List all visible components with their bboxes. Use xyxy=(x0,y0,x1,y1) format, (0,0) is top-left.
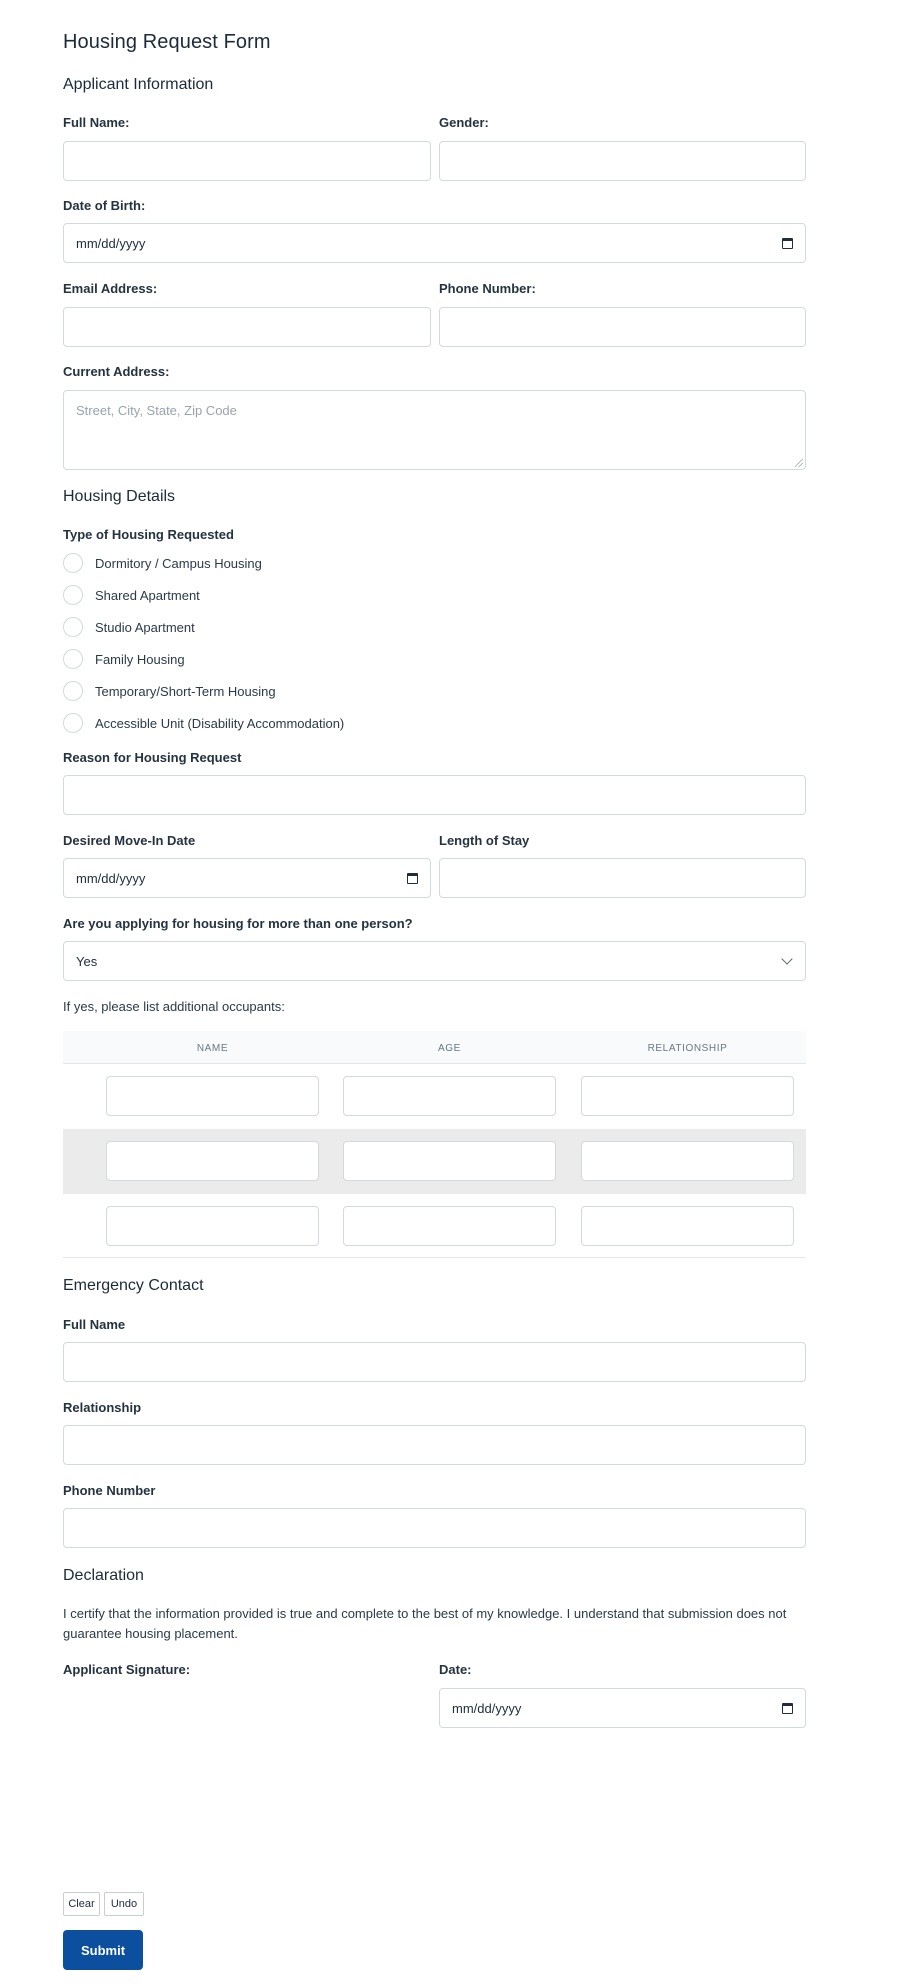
calendar-icon[interactable] xyxy=(407,873,418,884)
submit-button[interactable]: Submit xyxy=(63,1930,143,1970)
calendar-icon[interactable] xyxy=(782,1703,793,1714)
occupants-note: If yes, please list additional occupants: xyxy=(63,999,285,1014)
radio-button[interactable] xyxy=(63,713,83,733)
occupant-age-input[interactable] xyxy=(343,1141,556,1181)
calendar-icon[interactable] xyxy=(782,238,793,249)
reason-input[interactable] xyxy=(63,775,806,815)
dob-placeholder: mm/dd/yyyy xyxy=(76,235,146,251)
radio-option-family-housing[interactable] xyxy=(63,649,185,669)
gender-label: Gender: xyxy=(439,115,489,130)
address-placeholder: Street, City, State, Zip Code xyxy=(76,403,237,418)
dob-input[interactable] xyxy=(63,223,806,263)
chevron-down-icon xyxy=(781,953,792,964)
occupant-age-input[interactable] xyxy=(343,1206,556,1246)
address-textarea[interactable] xyxy=(63,390,806,470)
page-title: Housing Request Form xyxy=(63,31,271,53)
clear-signature-button[interactable]: Clear xyxy=(63,1892,100,1916)
table-row xyxy=(63,1194,806,1259)
radio-option-accessible-unit[interactable] xyxy=(63,713,344,733)
undo-signature-button[interactable]: Undo xyxy=(104,1892,144,1916)
length-of-stay-label: Length of Stay xyxy=(439,833,530,848)
emergency-relationship-label: Relationship xyxy=(63,1400,142,1415)
declaration-text: I certify that the information provided is true and complete to the best of my knowledge. I understand that submission does not guarantee housing placement. xyxy=(63,1606,787,1641)
emergency-relationship-input[interactable] xyxy=(63,1425,806,1465)
occupant-relationship-input[interactable] xyxy=(581,1141,794,1181)
column-header-relationship: RELATIONSHIP xyxy=(647,1043,728,1054)
reason-label: Reason for Housing Request xyxy=(63,750,242,765)
emergency-phone-input[interactable] xyxy=(63,1508,806,1548)
emergency-phone-label: Phone Number xyxy=(63,1483,156,1498)
radio-label: Family Housing xyxy=(95,651,185,667)
resize-handle-icon[interactable] xyxy=(795,459,803,467)
radio-option-studio-apartment[interactable] xyxy=(63,617,195,637)
occupant-relationship-input[interactable] xyxy=(581,1206,794,1246)
occupant-relationship-input[interactable] xyxy=(581,1076,794,1116)
radio-option-dormitory[interactable] xyxy=(63,553,262,573)
occupants-table-header xyxy=(63,1031,806,1064)
movein-date-input[interactable] xyxy=(63,858,431,898)
occupant-name-input[interactable] xyxy=(106,1076,319,1116)
signature-label: Applicant Signature: xyxy=(63,1662,191,1677)
movein-label: Desired Move-In Date xyxy=(63,833,196,848)
radio-button[interactable] xyxy=(63,585,83,605)
email-input[interactable] xyxy=(63,307,431,347)
full-name-label: Full Name: xyxy=(63,115,130,130)
phone-input[interactable] xyxy=(439,307,806,347)
occupant-name-input[interactable] xyxy=(106,1206,319,1246)
multi-person-label: Are you applying for housing for more than one person? xyxy=(63,916,413,931)
dob-label: Date of Birth: xyxy=(63,198,146,213)
occupant-name-input[interactable] xyxy=(106,1141,319,1181)
movein-placeholder: mm/dd/yyyy xyxy=(76,870,146,886)
radio-option-shared-apartment[interactable] xyxy=(63,585,200,605)
radio-label: Studio Apartment xyxy=(95,619,195,635)
length-of-stay-input[interactable] xyxy=(439,858,806,898)
address-label: Current Address: xyxy=(63,364,170,379)
table-row xyxy=(63,1064,806,1129)
column-header-age: AGE xyxy=(438,1043,461,1054)
phone-label: Phone Number: xyxy=(439,281,536,296)
housing-section-heading: Housing Details xyxy=(63,488,176,505)
housing-type-label: Type of Housing Requested xyxy=(63,527,234,542)
declaration-section-heading: Declaration xyxy=(63,1567,144,1584)
radio-label: Temporary/Short-Term Housing xyxy=(95,683,276,699)
gender-input[interactable] xyxy=(439,141,806,181)
declaration-date-label: Date: xyxy=(439,1662,472,1677)
table-row xyxy=(63,1129,806,1194)
emergency-section-heading: Emergency Contact xyxy=(63,1277,204,1294)
multi-person-select[interactable] xyxy=(63,941,806,981)
applicant-section-heading: Applicant Information xyxy=(63,76,214,93)
declaration-date-input[interactable] xyxy=(439,1688,806,1728)
signature-pad[interactable] xyxy=(63,1686,431,1876)
radio-button[interactable] xyxy=(63,617,83,637)
emergency-name-label: Full Name xyxy=(63,1317,126,1332)
radio-label: Shared Apartment xyxy=(95,587,200,603)
email-label: Email Address: xyxy=(63,281,158,296)
table-divider xyxy=(63,1257,806,1258)
occupant-age-input[interactable] xyxy=(343,1076,556,1116)
radio-button[interactable] xyxy=(63,649,83,669)
declaration-date-placeholder: mm/dd/yyyy xyxy=(452,1700,522,1716)
multi-person-value: Yes xyxy=(76,953,98,969)
radio-option-temporary-housing[interactable] xyxy=(63,681,276,701)
emergency-name-input[interactable] xyxy=(63,1342,806,1382)
radio-button[interactable] xyxy=(63,681,83,701)
full-name-input[interactable] xyxy=(63,141,431,181)
radio-label: Accessible Unit (Disability Accommodation) xyxy=(95,715,345,731)
radio-button[interactable] xyxy=(63,553,83,573)
radio-label: Dormitory / Campus Housing xyxy=(95,555,262,571)
column-header-name: NAME xyxy=(196,1043,229,1054)
